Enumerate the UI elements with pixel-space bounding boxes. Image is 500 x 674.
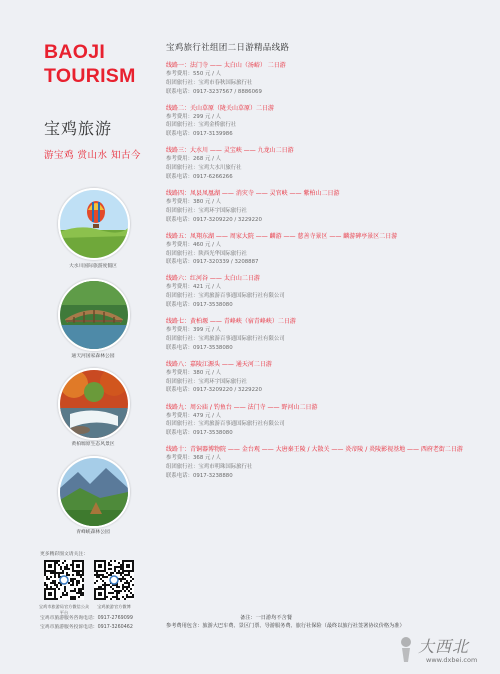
route-fee [166, 326, 466, 335]
route-title: 线路六：红河谷 —— 太白山二日游 [166, 275, 260, 283]
route-agency-label: 组团旅行社： [166, 378, 199, 385]
brand-name-cn: 宝鸡旅游 [44, 119, 113, 138]
route-item [166, 274, 466, 309]
route-fee [166, 241, 466, 250]
route-agency-label: 组团旅行社： [166, 207, 199, 214]
route-agency [166, 463, 466, 472]
route-fee-label: 参考费用： [166, 369, 193, 376]
photo-tongtianhe [58, 279, 130, 351]
route-agency-value: 宝鸡环宇国际旅行社 [198, 378, 247, 385]
route-fee-label: 参考费用： [166, 455, 193, 462]
route-phone-value: 0917-3538080 [192, 430, 233, 437]
route-phone-label: 联系电话： [166, 302, 193, 309]
route-fee-label: 参考费用： [166, 113, 193, 120]
route-agency [166, 164, 466, 173]
brand-title-line1: BAOJI [44, 41, 106, 63]
route-item [166, 61, 466, 96]
route-fee-label: 参考费用： [166, 241, 193, 248]
route-fee-value: 460 元 / 人 [192, 241, 221, 248]
route-agency [166, 335, 466, 344]
route-agency-label: 组团旅行社： [166, 335, 199, 342]
route-fee-value: 550 元 / 人 [192, 71, 221, 77]
notes [166, 614, 466, 630]
route-phone [166, 472, 466, 481]
route-agency-value: 陕西光华国际旅行社 [198, 250, 247, 257]
route-fee-label: 参考费用： [166, 156, 193, 163]
route-agency-label: 组团旅行社： [166, 421, 199, 428]
consult-phone: 宝鸡市旅游服务咨询电话：0917-2769099 [40, 616, 133, 621]
wechat-qr-code[interactable] [44, 560, 84, 600]
route-fee-value: 479 元 / 人 [192, 412, 221, 419]
brand-title-line2: TOURISM [44, 65, 136, 87]
route-fee [166, 412, 466, 421]
photo-caption: 青峰峡森林公园 [76, 530, 110, 535]
route-agency-value: 宝鸡大水川旅行社 [198, 165, 242, 172]
note-line-1: 备注：一日游均不含餐 [240, 615, 292, 621]
photo-caption: 黄柏塬原生态风景区 [71, 442, 115, 447]
route-title: 线路三：大水川 —— 灵宝峡 —— 九龙山二日游 [166, 147, 294, 155]
route-fee-value: 399 元 / 人 [192, 327, 221, 334]
route-agency-label: 组团旅行社： [166, 463, 199, 470]
note-line-2: 参考费用包含：旅游大巴车费、景区门票、导游服务费、旅行社保险（最终以旅行社签署协议价格为准） [166, 623, 405, 629]
route-agency-value: 宝鸡市明珠国际旅行社 [198, 463, 253, 470]
route-agency-label: 组团旅行社： [166, 165, 199, 172]
route-agency-label: 组团旅行社： [166, 79, 199, 86]
route-agency [166, 292, 466, 301]
route-phone [166, 88, 466, 97]
route-agency-value: 宝鸡旅游百事通国际旅行社有限公司 [198, 335, 285, 342]
route-fee-value: 368 元 / 人 [192, 455, 221, 462]
route-phone [166, 344, 466, 353]
route-phone-label: 联系电话： [166, 430, 193, 437]
route-title: 线路八：嘉陵江源头 —— 通天河二日游 [166, 360, 272, 368]
route-agency [166, 250, 466, 259]
route-agency [166, 420, 466, 429]
route-title: 线路四：凤县凤凰湖 —— 消灾寺 —— 灵官峡 —— 紫柏山二日游 [166, 190, 340, 198]
page-title: 宝鸡旅行社组团二日游精品线路 [166, 43, 290, 53]
route-agency-value: 宝鸡旅游百事通国际旅行社有限公司 [198, 421, 285, 428]
route-phone-value: 0917-3538080 [192, 344, 233, 351]
route-item [166, 317, 466, 352]
route-phone-label: 联系电话： [166, 259, 193, 266]
watermark-url: www.dxbei.com [426, 656, 478, 664]
route-fee [166, 198, 466, 207]
route-item [166, 104, 466, 139]
route-fee-label: 参考费用： [166, 412, 193, 419]
route-agency-label: 组团旅行社： [166, 250, 199, 257]
route-agency [166, 79, 466, 88]
wechat-qr-caption: 宝鸡市旅游局官方微信公众平台 [38, 604, 90, 615]
route-item [166, 232, 466, 267]
route-item [166, 403, 466, 438]
route-phone [166, 130, 466, 139]
route-agency-label: 组团旅行社： [166, 122, 199, 129]
route-fee-value: 421 元 / 人 [192, 284, 221, 291]
route-fee-value: 380 元 / 人 [192, 199, 221, 206]
route-phone-label: 联系电话： [166, 344, 193, 351]
qr-intro: 更多精彩图文请关注： [40, 552, 88, 557]
photo-huangbaiyuan [58, 368, 130, 440]
weibo-qr-code[interactable] [94, 560, 134, 600]
brand-block [44, 40, 164, 161]
photo-caption: 通天河国家森林公园 [71, 354, 115, 359]
route-agency-value: 宝鸡金桥旅行社 [198, 122, 237, 129]
route-fee [166, 283, 466, 292]
route-phone-label: 联系电话： [166, 88, 193, 95]
route-phone-label: 联系电话： [166, 472, 193, 479]
route-agency-value: 宝鸡旅游百事通国际旅行社有限公司 [198, 293, 285, 300]
route-phone-value: 0917-3139986 [192, 131, 233, 138]
route-phone-value: 0917-3209220 / 3229220 [192, 387, 262, 394]
route-fee-value: 380 元 / 人 [192, 369, 221, 376]
brand-slogan: 游宝鸡 赏山水 知古今 [44, 150, 142, 161]
complaint-phone: 宝鸡市旅游服务投诉电话：0917-3260462 [40, 625, 133, 630]
route-title: 线路九：周公庙 / 钓鱼台 —— 法门寺 —— 野河山二日游 [166, 403, 318, 411]
route-phone [166, 386, 466, 395]
weibo-qr-caption: 宝鸡旅游官方微博 [97, 604, 131, 609]
route-agency-label: 组团旅行社： [166, 293, 199, 300]
route-fee-value: 268 元 / 人 [192, 156, 221, 163]
route-title: 线路五：凤翔东湖 —— 周家大院 —— 麟游 —— 慈善寺景区 —— 麟游碑亭景区二日游 [166, 232, 398, 240]
route-item [166, 189, 466, 224]
route-agency [166, 378, 466, 387]
route-phone-value: 0917-3238880 [192, 472, 233, 479]
route-fee-value: 299 元 / 人 [192, 113, 221, 120]
route-title: 线路十：青铜器博物院 —— 金台观 —— 大唐秦王陵 / 大散关 —— 炎帝陵 / 炎陵影视基地 —— 西府老街二日游 [166, 446, 463, 454]
route-phone-label: 联系电话： [166, 387, 193, 394]
route-agency-value: 宝鸡市春秋国际旅行社 [198, 79, 253, 86]
route-fee [166, 155, 466, 164]
route-agency-value: 宝鸡环宇国际旅行社 [198, 207, 247, 214]
route-list [166, 61, 466, 488]
route-phone-value: 0917-6266266 [192, 173, 233, 180]
route-phone-value: 0917-320339 / 3208887 [192, 259, 259, 266]
route-title: 线路二：关山草原（陇关山草原）二日游 [166, 104, 275, 112]
route-phone-label: 联系电话： [166, 131, 193, 138]
route-fee [166, 113, 466, 122]
route-phone [166, 301, 466, 310]
route-fee [166, 369, 466, 378]
route-phone-value: 0917-3209220 / 3229220 [192, 216, 262, 223]
route-title: 线路一：法门寺 —— 太白山（汤峪） 二日游 [166, 62, 286, 69]
route-phone [166, 429, 466, 438]
route-fee [166, 454, 466, 463]
route-fee [166, 70, 466, 79]
route-phone [166, 258, 466, 267]
route-phone-label: 联系电话： [166, 173, 193, 180]
route-phone [166, 216, 466, 225]
route-agency [166, 121, 466, 130]
route-fee-label: 参考费用： [166, 71, 193, 77]
route-item [166, 360, 466, 395]
photo-dashuichuan [58, 188, 130, 260]
watermark-text: 大西北 [418, 637, 470, 656]
route-phone-value: 0917-3237567 / 8886069 [192, 88, 262, 95]
route-fee-label: 参考费用： [166, 327, 193, 334]
route-phone [166, 173, 466, 182]
route-title: 线路七：黄柏塬 —— 青峰峡（宿青峰峡）二日游 [166, 318, 296, 326]
route-phone-value: 0917-3538080 [192, 302, 233, 309]
route-phone-label: 联系电话： [166, 216, 193, 223]
photo-caption: 大水川国际旅游度假区 [69, 264, 117, 269]
route-item [166, 445, 466, 480]
route-agency [166, 207, 466, 216]
route-fee-label: 参考费用： [166, 199, 193, 206]
route-fee-label: 参考费用： [166, 284, 193, 291]
photo-qingfengxia [58, 456, 130, 528]
route-item [166, 146, 466, 181]
